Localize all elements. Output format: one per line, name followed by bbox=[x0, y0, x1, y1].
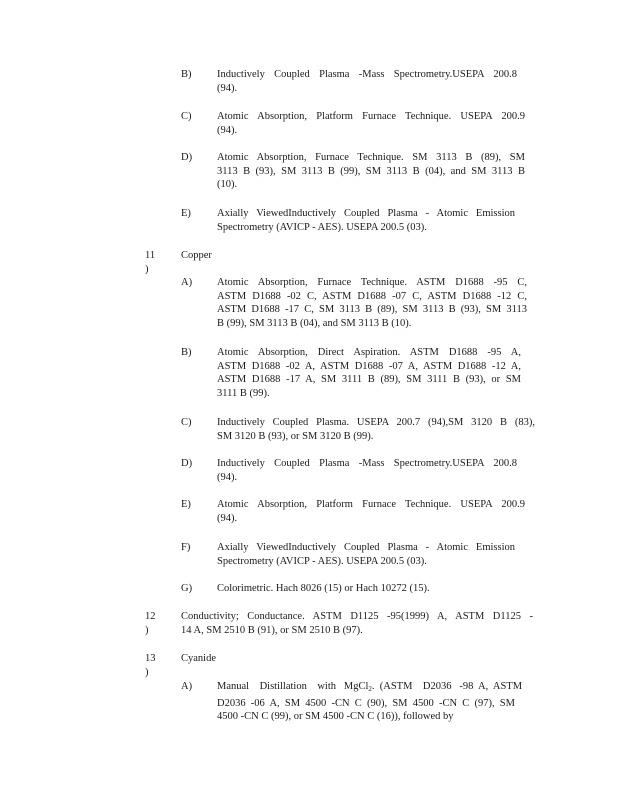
item-text: Inductively Coupled Plasma -Mass Spectrometry.USEPA 200.8 bbox=[217, 69, 517, 80]
item-text: 3111 B (99). bbox=[217, 387, 270, 399]
item-text: ASTM D1688 -17 C, SM 3113 B (89), SM 3113 B (93), SM 3113 bbox=[217, 304, 527, 315]
item-text: (94). bbox=[217, 471, 238, 483]
item-label: D) bbox=[181, 458, 193, 469]
section-title: Cyanide bbox=[181, 653, 216, 664]
item-text: ASTM D1688 -17 A, SM 3111 B (89), SM 3111 B (93), or SM bbox=[217, 374, 521, 385]
item-text: Axially ViewedInductively Coupled Plasma - Atomic Emission bbox=[217, 542, 515, 553]
item-text: 14 A, SM 2510 B (91), or SM 2510 B (97). bbox=[181, 624, 363, 636]
item-text: Spectrometry (AVICP - AES). USEPA 200.5 (03). bbox=[217, 221, 427, 233]
item-label: D) bbox=[181, 152, 193, 163]
item-text: Spectrometry (AVICP - AES). USEPA 200.5 (03). bbox=[217, 555, 427, 567]
item-text: Atomic Absorption, Platform Furnace Technique. USEPA 200.9 bbox=[217, 499, 525, 510]
section-title: Copper bbox=[181, 250, 212, 261]
item-text-first-line bbox=[217, 680, 523, 697]
item-label: F) bbox=[181, 542, 191, 553]
item-text: Colorimetric. Hach 8026 (15) or Hach 10272 (15). bbox=[217, 583, 430, 594]
item-label: C) bbox=[181, 111, 192, 122]
item-label: E) bbox=[181, 208, 191, 219]
item-text: . (ASTM D2036 -98 A, ASTM bbox=[371, 681, 523, 692]
item-text: ASTM D1688 -02 C, ASTM D1688 -07 C, ASTM D1688 -12 C, bbox=[217, 290, 527, 302]
item-text: Atomic Absorption, Furnace Technique. SM 3113 B (89), SM bbox=[217, 152, 525, 163]
item-label: E) bbox=[181, 499, 191, 510]
item-label: B) bbox=[181, 347, 192, 358]
item-text: Inductively Coupled Plasma -Mass Spectrometry.USEPA 200.8 bbox=[217, 458, 517, 469]
section-number: 13 ) bbox=[145, 653, 156, 678]
item-text: Inductively Coupled Plasma. USEPA 200.7 (94),SM 3120 B (83), bbox=[217, 417, 535, 428]
item-text: (94). bbox=[217, 124, 238, 136]
item-text: D2036 -06 A, SM 4500 -CN C (90), SM 4500 -CN C (97), SM bbox=[217, 697, 515, 709]
item-text: (10). bbox=[217, 179, 238, 190]
item-text: (94). bbox=[217, 512, 238, 524]
item-text: 3113 B (93), SM 3113 B (99), SM 3113 B (04), and SM 3113 B bbox=[217, 165, 525, 177]
item-label: B) bbox=[181, 69, 192, 80]
subscript: 2 bbox=[368, 685, 372, 693]
item-label: A) bbox=[181, 681, 193, 692]
item-text: (94). bbox=[217, 82, 238, 94]
item-text: SM 3120 B (93), or SM 3120 B (99). bbox=[217, 430, 374, 442]
item-text: Atomic Absorption, Direct Aspiration. ASTM D1688 -95 A, bbox=[217, 347, 521, 358]
item-text: B (99), SM 3113 B (04), and SM 3113 B (10). bbox=[217, 317, 412, 329]
item-text: Conductivity; Conductance. ASTM D1125 -95(1999) A, ASTM D1125 - bbox=[181, 611, 533, 622]
item-text: Atomic Absorption, Platform Furnace Technique. USEPA 200.9 bbox=[217, 111, 525, 122]
section-number: 12 ) bbox=[145, 611, 156, 636]
item-label: G) bbox=[181, 583, 193, 594]
section-number: 11 ) bbox=[145, 250, 156, 275]
item-label: C) bbox=[181, 417, 192, 428]
item-text: Manual Distillation with MgCl bbox=[217, 681, 369, 692]
item-text: ASTM D1688 -02 A, ASTM D1688 -07 A, ASTM D1688 -12 A, bbox=[217, 360, 521, 372]
item-label: A) bbox=[181, 277, 193, 288]
item-text: 4500 -CN C (99), or SM 4500 -CN C (16)), followed by bbox=[217, 711, 454, 722]
item-text: Atomic Absorption, Furnace Technique. ASTM D1688 -95 C, bbox=[217, 277, 527, 288]
item-text: Axially ViewedInductively Coupled Plasma - Atomic Emission bbox=[217, 208, 515, 219]
